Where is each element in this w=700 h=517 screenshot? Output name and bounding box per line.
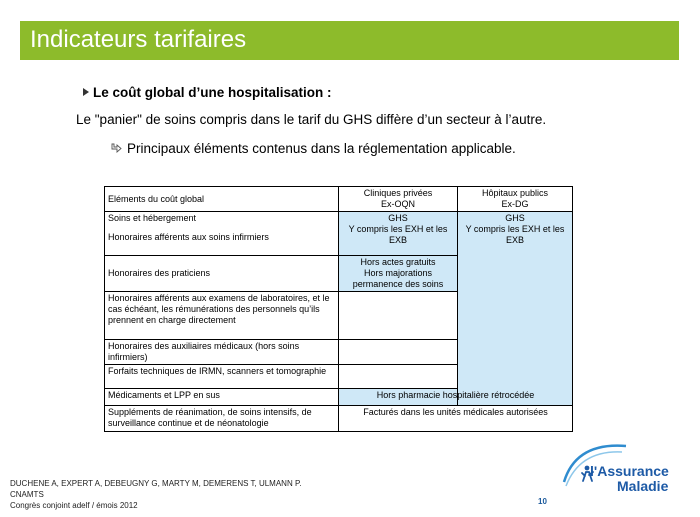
header-cliniques-line1: Cliniques privées — [363, 188, 433, 198]
section-heading-text: Le coût global d’une hospitalisation : — [93, 85, 332, 100]
row-praticiens: Honoraires des praticiens — [105, 256, 339, 292]
table-row — [105, 406, 573, 432]
slide-title: Indicateurs tarifaires — [30, 26, 247, 53]
footer-org: CNAMTS — [10, 490, 44, 499]
tarif-table — [104, 186, 573, 432]
subpoint-text: Principaux éléments contenus dans la réglementation applicable. — [127, 141, 516, 156]
row-soins-private: GHS Y compris les EXH et les EXB — [339, 212, 458, 256]
table-row — [105, 212, 573, 256]
footer-event: Congrès conjoint adelf / émois 2012 — [10, 501, 138, 510]
assurance-maladie-logo — [556, 438, 682, 502]
row-supplements-both: Facturés dans les unités médicales autorisées — [339, 406, 573, 432]
table-header-row — [105, 187, 573, 212]
row-auxiliaires: Honoraires des auxiliaires médicaux (hors soins infirmiers) — [105, 340, 339, 365]
row-examens: Honoraires afférents aux examens de laboratoires, et le cas échéant, les rémunérations des personnels qu’ils prennent en charge directement — [105, 292, 339, 340]
logo-word1: l'Assurance — [590, 463, 669, 479]
table-row — [105, 389, 573, 406]
header-elements: Eléments du coût global — [105, 187, 339, 212]
row-praticiens-private: Hors actes gratuits Hors majorations permanence des soins — [339, 256, 458, 292]
footer-credits — [10, 478, 301, 511]
row-supplements: Suppléments de réanimation, de soins intensifs, de surveillance continue et de néonatologie — [105, 406, 339, 432]
section-heading — [83, 85, 332, 100]
header-cliniques — [339, 187, 458, 212]
footer-authors: DUCHENE A, EXPERT A, DEBEUGNY G, MARTY M, DEMERENS T, ULMANN P. — [10, 479, 302, 488]
public-merged-cell: GHS Y compris les EXH et les EXB — [458, 212, 573, 406]
arrow-bullet-icon — [111, 143, 122, 154]
row-forfaits-private — [339, 365, 458, 389]
row-medicaments-both: Hors pharmacie hospitalière rétrocédée — [339, 389, 573, 406]
logo-word2: Maladie — [617, 478, 669, 494]
row-examens-private — [339, 292, 458, 340]
header-bar — [20, 21, 679, 60]
row-forfaits: Forfaits techniques de IRMN, scanners et tomographie — [105, 365, 339, 389]
row-medicaments: Médicaments et LPP en sus — [105, 389, 339, 406]
intro-text: Le "panier" de soins compris dans le tarif du GHS diffère d’un secteur à l’autre. — [76, 112, 547, 127]
subpoint — [111, 141, 516, 156]
header-cliniques-line2: Ex-OQN — [380, 199, 415, 209]
header-hopitaux-line2: Ex-DG — [501, 199, 529, 209]
row-auxiliaires-private — [339, 340, 458, 365]
page-number: 10 — [538, 497, 547, 506]
bullet-triangle-icon — [83, 88, 89, 96]
header-hopitaux — [458, 187, 573, 212]
row-soins-line2: Honoraires afférents aux soins infirmiers — [108, 232, 269, 242]
row-soins — [105, 212, 339, 256]
row-soins-line1: Soins et hébergement — [108, 213, 197, 223]
header-hopitaux-line1: Hôpitaux publics — [481, 188, 549, 198]
